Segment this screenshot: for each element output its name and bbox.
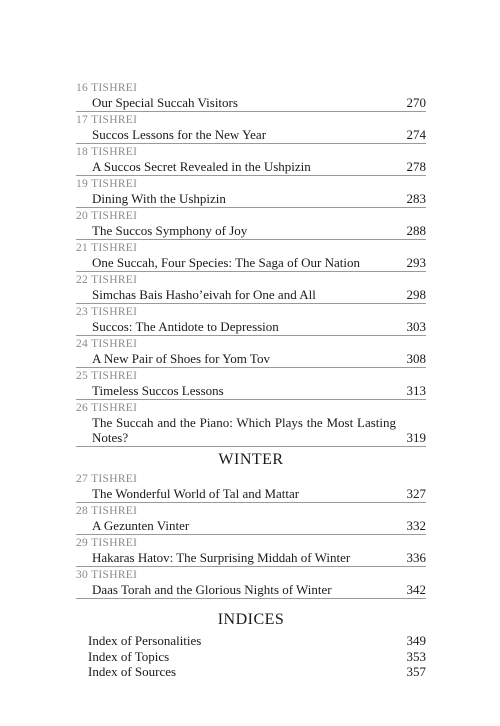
entry-title: Hakaras Hatov: The Surprising Middah of Winter — [92, 550, 351, 565]
entry-day: 23 TISHREI — [76, 306, 138, 318]
toc-group-indices — [76, 633, 426, 680]
toc-entry — [76, 472, 426, 503]
entry-page-number: 308 — [406, 351, 426, 366]
toc-entry — [76, 145, 426, 176]
entry-day: 17 TISHREI — [76, 114, 138, 126]
index-page-number: 353 — [406, 648, 426, 664]
section-heading-indices: INDICES — [217, 611, 285, 628]
entry-row[interactable] — [76, 351, 426, 366]
entry-title: Dining With the Ushpizin — [92, 191, 226, 206]
entry-day: 26 TISHREI — [76, 402, 138, 414]
entry-day: 28 TISHREI — [76, 505, 138, 517]
index-entry[interactable] — [76, 633, 426, 649]
entry-day: 22 TISHREI — [76, 274, 138, 286]
entry-page-number: 313 — [406, 383, 426, 398]
entry-day: 21 TISHREI — [76, 242, 138, 254]
entry-row[interactable] — [76, 287, 426, 302]
toc-entry — [76, 81, 426, 112]
entry-page-number: 288 — [406, 223, 426, 238]
entry-page-number: 270 — [406, 95, 426, 110]
entry-row[interactable] — [76, 518, 426, 533]
entry-page-number: 303 — [406, 319, 426, 334]
entry-page-number: 332 — [406, 518, 426, 533]
index-page-number: 357 — [406, 664, 426, 679]
entry-row[interactable] — [76, 582, 426, 597]
entry-day: 24 TISHREI — [76, 338, 138, 350]
entry-row[interactable] — [76, 486, 426, 501]
entry-row[interactable] — [76, 95, 426, 110]
toc-entry — [76, 536, 426, 567]
toc-entry — [76, 369, 426, 400]
entry-row[interactable] — [76, 319, 426, 334]
toc-entry — [76, 504, 426, 535]
entry-title: A New Pair of Shoes for Yom Tov — [92, 351, 270, 366]
entry-page-number: 274 — [406, 127, 426, 142]
entry-day: 19 TISHREI — [76, 178, 138, 190]
index-entry[interactable] — [76, 664, 426, 680]
toc-entry — [76, 401, 426, 447]
entry-title: Our Special Succah Visitors — [92, 95, 238, 110]
entry-title: The Succos Symphony of Joy — [92, 223, 248, 238]
entry-title: Timeless Succos Lessons — [92, 383, 224, 398]
entry-row[interactable] — [76, 223, 426, 238]
index-title: Index of Topics — [88, 648, 170, 664]
toc-entry — [76, 305, 426, 336]
entry-title: Succos: The Antidote to Depression — [92, 319, 279, 334]
entry-title: The Wonderful World of Tal and Mattar — [92, 486, 300, 501]
section-heading-winter: WINTER — [218, 451, 284, 468]
entry-day: 20 TISHREI — [76, 210, 138, 222]
index-title: Index of Personalities — [88, 633, 202, 648]
entry-page-number: 327 — [406, 486, 426, 501]
entry-page-number: 336 — [406, 550, 426, 565]
index-title: Index of Sources — [88, 664, 177, 679]
entry-title: Daas Torah and the Glorious Nights of Winter — [92, 582, 332, 597]
entry-title: One Succah, Four Species: The Saga of Our Nation — [92, 255, 361, 270]
entry-day: 18 TISHREI — [76, 146, 138, 158]
entry-page-number: 298 — [406, 287, 426, 302]
entry-row[interactable] — [76, 550, 426, 565]
entry-row[interactable] — [76, 415, 426, 445]
entry-title: A Gezunten Vinter — [92, 518, 190, 533]
entry-day: 25 TISHREI — [76, 370, 138, 382]
entry-row[interactable] — [76, 127, 426, 142]
toc-entry — [76, 337, 426, 368]
entry-day: 30 TISHREI — [76, 569, 138, 581]
toc-group-succos — [76, 81, 426, 447]
entry-day: 29 TISHREI — [76, 537, 138, 549]
toc-group-winter — [76, 472, 426, 599]
entry-page-number: 293 — [406, 255, 426, 270]
entry-title: The Succah and the Piano: Which Plays the Most Lasting Notes? — [92, 415, 396, 445]
toc-entry — [76, 177, 426, 208]
entry-row[interactable] — [76, 255, 426, 270]
entry-day: 27 TISHREI — [76, 473, 138, 485]
entry-title: Simchas Bais Hasho’eivah for One and All — [92, 287, 316, 302]
index-page-number: 349 — [406, 633, 426, 648]
toc-entry — [76, 209, 426, 240]
entry-page-number: 278 — [406, 159, 426, 174]
entry-row[interactable] — [76, 191, 426, 206]
toc-entry — [76, 241, 426, 272]
toc-entry — [76, 113, 426, 144]
toc-entry — [76, 273, 426, 304]
entry-row[interactable] — [76, 159, 426, 174]
index-entry[interactable] — [76, 649, 426, 665]
table-of-contents — [76, 80, 426, 680]
entry-title: A Succos Secret Revealed in the Ushpizin — [92, 159, 311, 174]
entry-title: Succos Lessons for the New Year — [92, 127, 267, 142]
entry-day: 16 TISHREI — [76, 82, 138, 94]
entry-row[interactable] — [76, 383, 426, 398]
entry-page-number: 283 — [406, 191, 426, 206]
toc-entry — [76, 568, 426, 599]
entry-page-number: 342 — [406, 582, 426, 597]
entry-page-number: 319 — [406, 430, 426, 445]
